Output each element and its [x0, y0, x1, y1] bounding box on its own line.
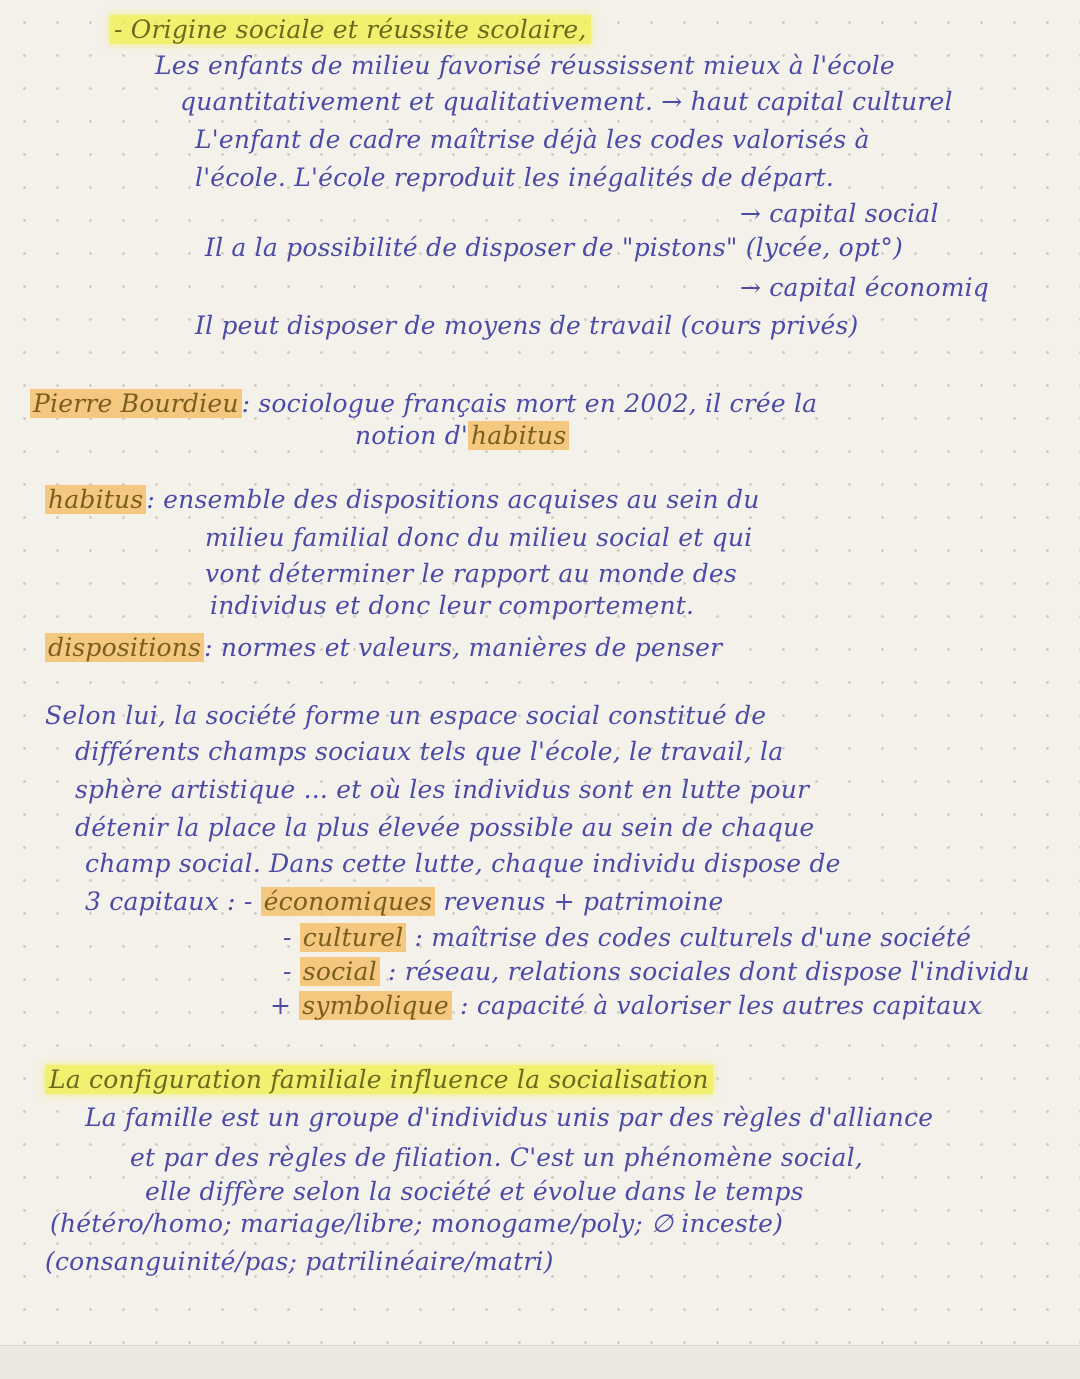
- text-line: La famille est un groupe d'individus unis par des règles d'alliance: [85, 1103, 934, 1132]
- text-line: l'école. L'école reproduit les inégalités de départ.: [195, 163, 835, 192]
- dispositions-term: dispositions: [45, 633, 204, 662]
- text-line: Les enfants de milieu favorisé réussissent mieux à l'école: [155, 51, 895, 80]
- text-line: différents champs sociaux tels que l'école, le travail, la: [75, 737, 784, 766]
- text-line: Il a la possibilité de disposer de "pistons" (lycée, opt°): [205, 233, 904, 262]
- text-segment: : sociologue français mort en 2002, il crée la: [241, 389, 818, 418]
- capital-term: culturel: [300, 923, 407, 952]
- capital-desc: : réseau, relations sociales dont dispose l'individu: [379, 957, 1030, 986]
- text-segment: notion d': [355, 421, 468, 450]
- capital-desc: : maîtrise des codes culturels d'une société: [406, 923, 972, 952]
- text-line: détenir la place la plus élevée possible au sein de chaque: [75, 813, 815, 842]
- bullet: -: [283, 923, 300, 952]
- text-line: Il peut disposer de moyens de travail (cours privés): [195, 311, 859, 340]
- capital-term: économiques: [261, 887, 436, 916]
- habitus-definition-term: habitus: [45, 485, 146, 514]
- text-line: elle diffère selon la société et évolue dans le temps: [145, 1177, 804, 1206]
- text-segment: : normes et valeurs, manières de penser: [204, 633, 723, 662]
- text-line: quantitativement et qualitativement. → haut capital culturel: [180, 87, 953, 116]
- habitus-term: habitus: [468, 421, 569, 450]
- text-line: champ social. Dans cette lutte, chaque individu dispose de: [85, 849, 841, 878]
- capitals-intro: 3 capitaux : -: [85, 887, 253, 916]
- bullet: +: [270, 991, 300, 1020]
- capital-desc: revenus + patrimoine: [435, 887, 724, 916]
- text-line: → capital économiq: [740, 273, 989, 302]
- text-line: milieu familial donc du milieu social et qui: [205, 523, 753, 552]
- text-line: Selon lui, la société forme un espace social constitué de: [45, 701, 767, 730]
- text-line: et par des règles de filiation. C'est un phénomène social,: [130, 1143, 863, 1172]
- heading-origine-sociale: - Origine sociale et réussite scolaire,: [110, 15, 591, 44]
- capital-term: social: [300, 957, 380, 986]
- heading-configuration-familiale: La configuration familiale influence la socialisation: [45, 1065, 713, 1094]
- text-line: → capital social: [740, 199, 939, 228]
- bourdieu-name: Pierre Bourdieu: [30, 389, 242, 418]
- text-line: L'enfant de cadre maîtrise déjà les codes valorisés à: [195, 125, 870, 154]
- capital-desc: : capacité à valoriser les autres capitaux: [451, 991, 983, 1020]
- text-segment: : ensemble des dispositions acquises au sein du: [146, 485, 760, 514]
- text-line: individus et donc leur comportement.: [210, 591, 695, 620]
- bullet: -: [283, 957, 300, 986]
- paper-edge: [0, 1345, 1080, 1379]
- capital-term: symbolique: [299, 991, 452, 1020]
- text-line: (consanguinité/pas; patrilinéaire/matri): [45, 1247, 554, 1276]
- text-line: (hétéro/homo; mariage/libre; monogame/poly; ∅ inceste): [50, 1209, 784, 1238]
- text-line: sphère artistique ... et où les individus sont en lutte pour: [75, 775, 810, 804]
- text-line: vont déterminer le rapport au monde des: [205, 559, 737, 588]
